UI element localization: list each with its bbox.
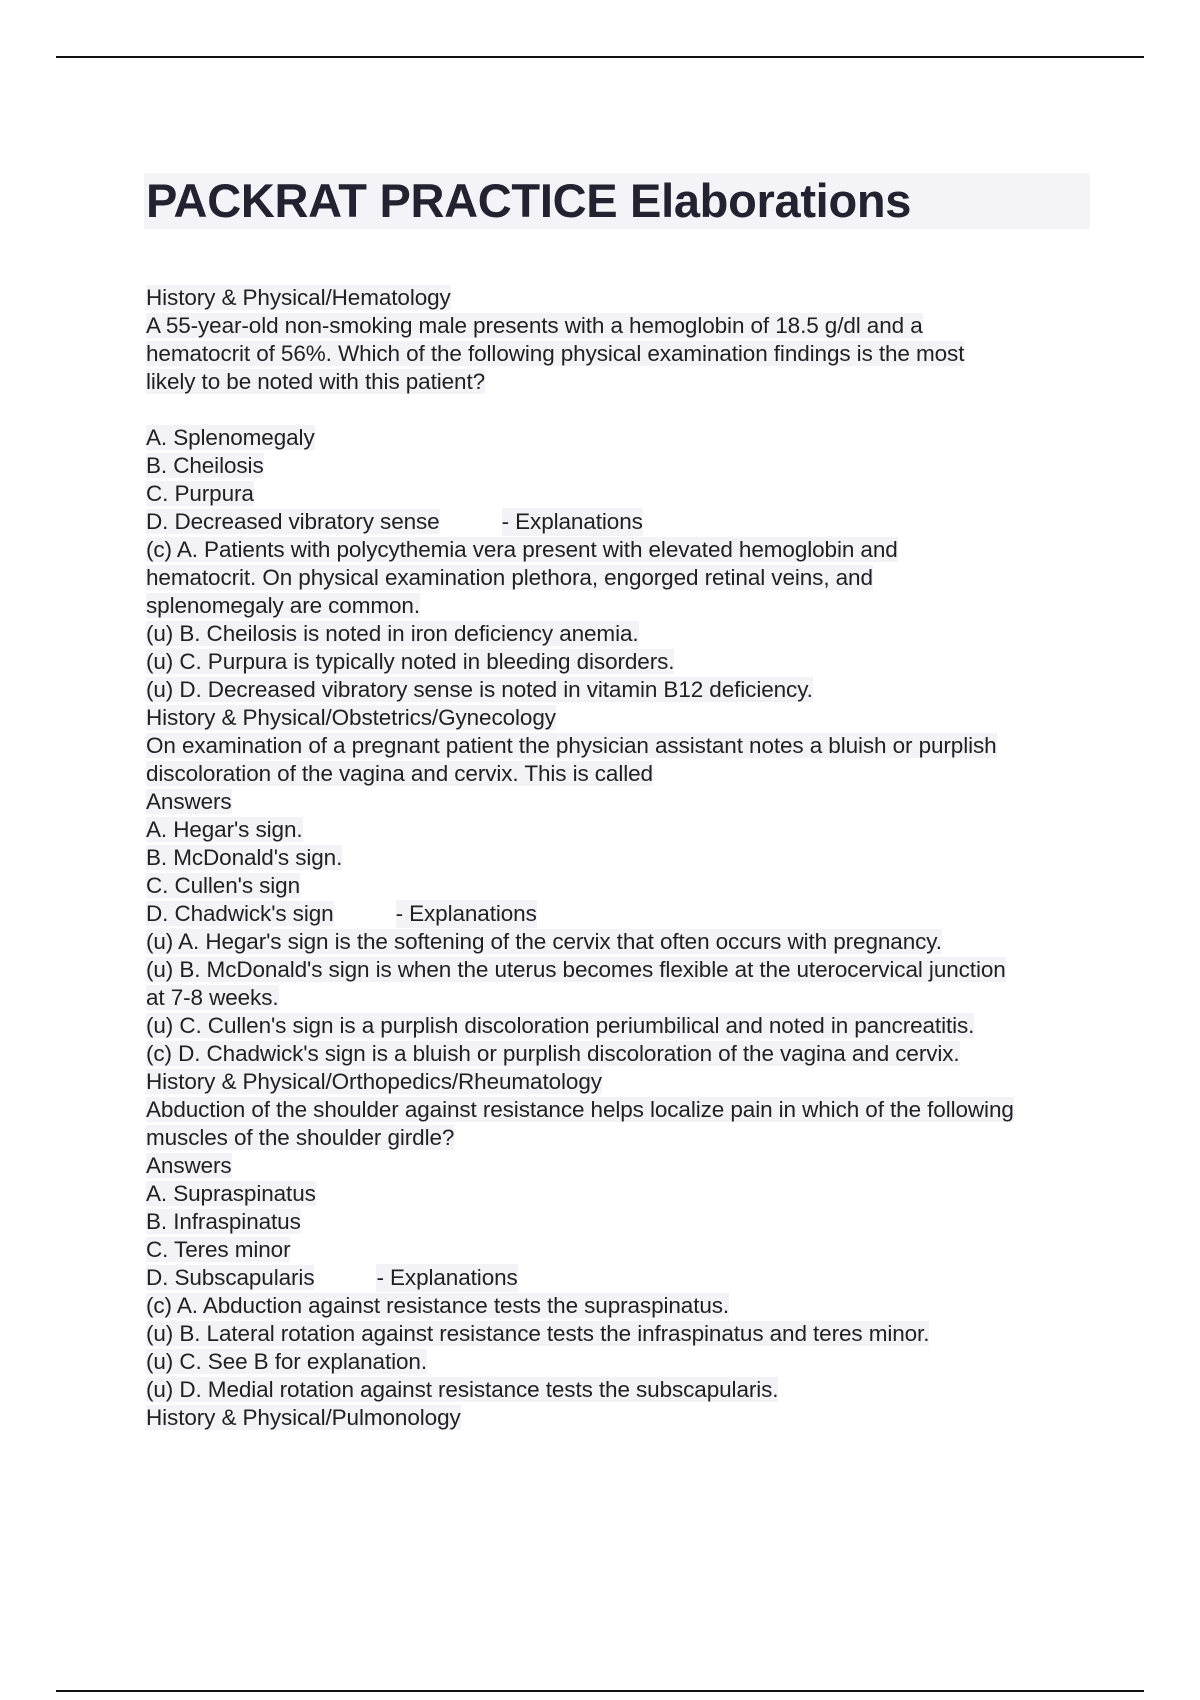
answer-option: D. Subscapularis - Explanations: [146, 1265, 518, 1290]
answer-option: C. Purpura: [146, 481, 254, 506]
explanation-line: (c) A. Abduction against resistance tests the supraspinatus.: [146, 1293, 730, 1318]
explanation-line: splenomegaly are common.: [146, 593, 420, 618]
question-category: History & Physical/Obstetrics/Gynecology: [146, 705, 556, 730]
answer-option: C. Cullen's sign: [146, 873, 301, 898]
explanation-line: (u) D. Decreased vibratory sense is noted in vitamin B12 deficiency.: [146, 677, 813, 702]
answer-option: B. McDonald's sign.: [146, 845, 343, 870]
question-stem-line: muscles of the shoulder girdle?: [146, 1125, 455, 1150]
answer-option: C. Teres minor: [146, 1237, 291, 1262]
answers-label: Answers: [146, 1153, 232, 1178]
answer-option: B. Infraspinatus: [146, 1209, 301, 1234]
explanation-line: (c) A. Patients with polycythemia vera present with elevated hemoglobin and: [146, 537, 898, 562]
explanation-line: at 7-8 weeks.: [146, 985, 279, 1010]
question-stem-line: discoloration of the vagina and cervix. This is called: [146, 761, 653, 786]
question-block: [146, 284, 1096, 704]
spacer: [146, 396, 1096, 424]
question-stem-line: A 55-year-old non-smoking male presents with a hemoglobin of 18.5 g/dl and a: [146, 313, 923, 338]
answer-option: A. Splenomegaly: [146, 425, 315, 450]
question-stem-line: likely to be noted with this patient?: [146, 369, 486, 394]
question-block: [146, 1068, 1096, 1404]
answer-option: B. Cheilosis: [146, 453, 264, 478]
explanation-line: (u) B. McDonald's sign is when the uterus becomes flexible at the uterocervical junction: [146, 957, 1006, 982]
question-category: History & Physical/Orthopedics/Rheumatology: [146, 1069, 602, 1094]
question-stem-line: Abduction of the shoulder against resistance helps localize pain in which of the following: [146, 1097, 1014, 1122]
bottom-rule: [56, 1690, 1144, 1692]
explanation-line: hematocrit. On physical examination plethora, engorged retinal veins, and: [146, 565, 873, 590]
question-block: [146, 704, 1096, 1068]
document-body: [146, 284, 1096, 1432]
answer-option: D. Chadwick's sign - Explanations: [146, 901, 537, 926]
explanation-line: (u) C. See B for explanation.: [146, 1349, 427, 1374]
question-stem-line: On examination of a pregnant patient the physician assistant notes a bluish or purplish: [146, 733, 997, 758]
explanation-line: (u) B. Lateral rotation against resistance tests the infraspinatus and teres minor.: [146, 1321, 930, 1346]
explanations-tag: - Explanations: [395, 901, 537, 926]
explanation-line: (u) B. Cheilosis is noted in iron deficiency anemia.: [146, 621, 639, 646]
explanations-tag: - Explanations: [501, 509, 643, 534]
top-rule: [56, 56, 1144, 58]
answers-label: Answers: [146, 789, 232, 814]
explanations-tag: - Explanations: [376, 1265, 518, 1290]
question-category: History & Physical/Pulmonology: [146, 1405, 461, 1430]
answer-option: A. Supraspinatus: [146, 1181, 316, 1206]
explanation-line: (u) A. Hegar's sign is the softening of the cervix that often occurs with pregnancy.: [146, 929, 942, 954]
question-stem-line: hematocrit of 56%. Which of the following physical examination findings is the most: [146, 341, 965, 366]
question-category: History & Physical/Hematology: [146, 285, 451, 310]
answer-option: D. Decreased vibratory sense - Explanations: [146, 509, 643, 534]
explanation-line: (u) C. Purpura is typically noted in bleeding disorders.: [146, 649, 675, 674]
explanation-line: (u) D. Medial rotation against resistance tests the subscapularis.: [146, 1377, 779, 1402]
explanation-line: (u) C. Cullen's sign is a purplish discoloration periumbilical and noted in pancreatitis.: [146, 1013, 975, 1038]
answer-option: A. Hegar's sign.: [146, 817, 303, 842]
document-title: PACKRAT PRACTICE Elaborations: [146, 174, 912, 227]
explanation-line: (c) D. Chadwick's sign is a bluish or purplish discoloration of the vagina and cervix.: [146, 1041, 960, 1066]
